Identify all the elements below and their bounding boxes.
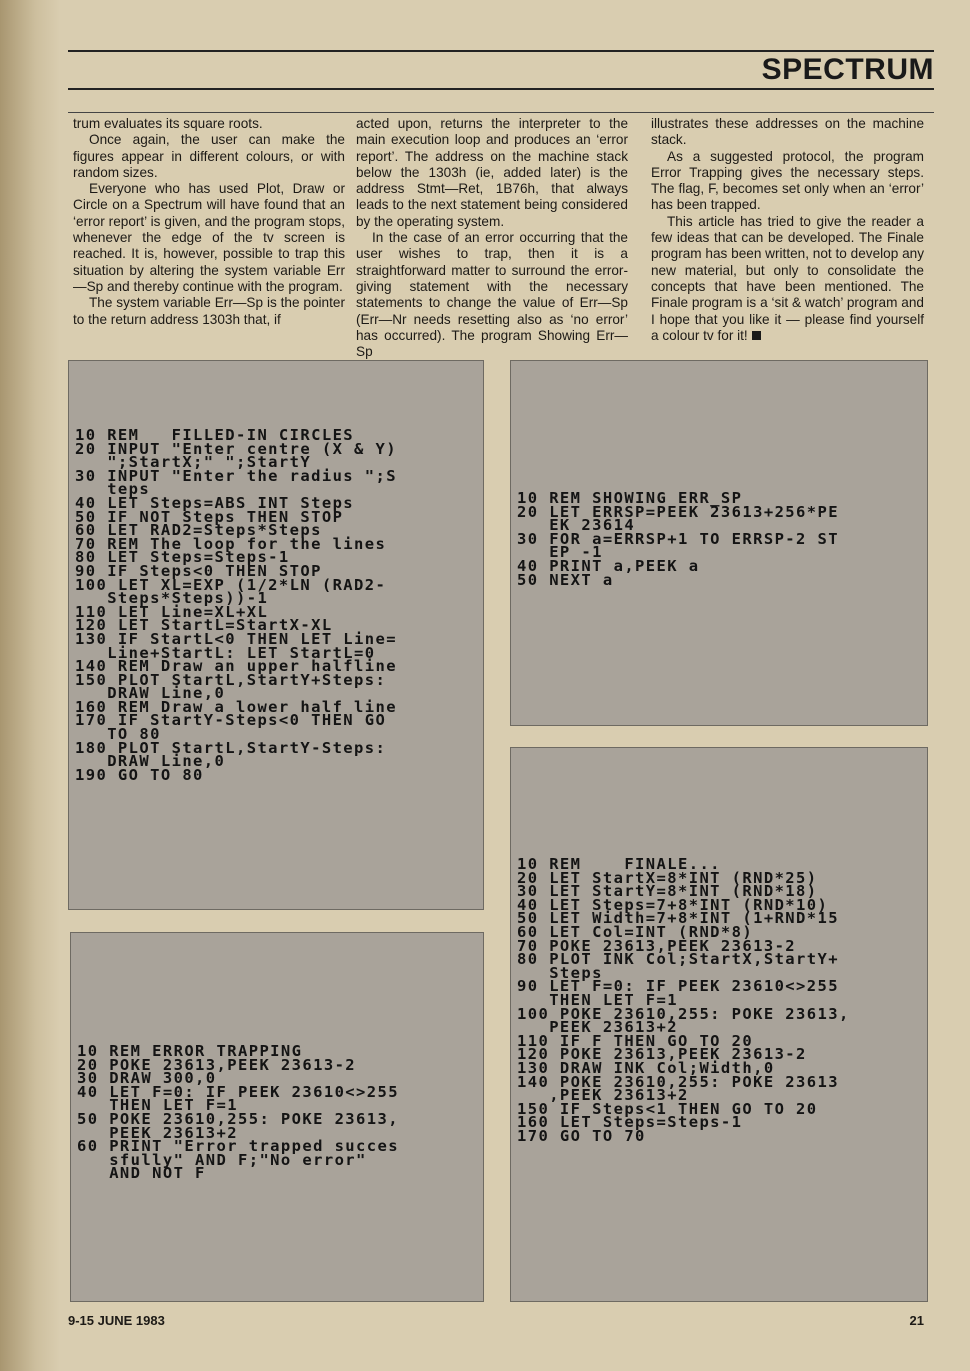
paragraph: As a suggested protocol, the program Error Trapping gives the necessary steps. The flag, F, becomes set only when an ‘error’ has been trapped. xyxy=(651,148,924,213)
header-rule-bottom xyxy=(68,88,934,90)
paragraph: In the case of an error occurring that the user wishes to trap, then it is a straightforward matter to surround the error-giving statement with the necessary statements to change the value of Err—Sp (Err—Nr needs resetting also as ‘no error’ has occurred). The program Showing Err—Sp xyxy=(356,230,628,360)
page-gutter-shadow xyxy=(0,0,60,1371)
listing-finale xyxy=(510,747,928,1302)
page-number: 21 xyxy=(909,1313,924,1328)
paragraph: trum evaluates its square roots. xyxy=(73,116,263,131)
listing-code: 10 REM ERROR TRAPPING 20 POKE 23613,PEEK 23613-2 30 DRAW 300,0 40 LET F=0: IF PEEK 23610<>255 THEN LET F=1 50 POKE 23610,255: POKE 23613, PEEK 23613+2 60 PRINT "Error trapped succes sfully" AND F;"No error" AND NOT F xyxy=(77,1042,399,1183)
paragraph: acted upon, returns the interpreter to the main execution loop and produces an ‘error report’. The address on the machine stack below the 1303h (ie, added later) is the address Stmt—Ret, 1B76h, that always leads to the next statement being considered by the operating system. xyxy=(356,116,628,229)
end-mark-icon xyxy=(752,331,761,340)
article-column-2 xyxy=(356,116,628,360)
paragraph-text: This article has tried to give the reader a few ideas that can be developed. The Finale program has been written, not to develop any new material, but only to consolidate the concepts that have been mentioned. The Finale program is a ‘sit & watch’ program and I hope that you like it — please find yourself a colour tv for it! xyxy=(651,213,924,343)
listing-code: 10 REM FINALE... 20 LET StartX=8*INT (RND*25) 30 LET StartY=8*INT (RND*18) 40 LET Steps=7+8*INT (RND*10) 50 LET Width=7+8*INT (1+RND*15 60 LET Col=INT (RND*8) 70 POKE 23613,PEEK 23613-2 80 PLOT INK Col;StartX,StartY+ Steps 90 LET F=0: IF PEEK 23610<>255 THEN LET F=1 100 POKE 23610,255: POKE 23613, PEEK 23613+2 110 IF F THEN GO TO 20 120 POKE 23613,PEEK 23613-2 130 DRAW INK Col;Width,0 140 POKE 23610,255: POKE 23613 ,PEEK 23613+2 150 IF Steps<1 THEN GO TO 20 160 LET Steps=Steps-1 170 GO TO 70 xyxy=(517,855,850,1145)
column-rule xyxy=(68,112,934,113)
paragraph: illustrates these addresses on the machine stack. xyxy=(651,116,924,148)
listing-error-trapping xyxy=(70,932,484,1302)
listing-code: 10 REM FILLED-IN CIRCLES 20 INPUT "Enter centre (X & Y) ";StartX;" ";StartY 30 INPUT "Enter the radius ";S teps 40 LET Steps=ABS INT Steps 50 IF NOT Steps THEN STOP 60 LET RAD2=Steps*Steps 70 REM The loop for the lines 80 LET Steps=Steps-1 90 IF Steps<0 THEN STOP 100 LET XL=EXP (1/2*LN (RAD2- Steps*Steps))-1 110 LET Line=XL+XL 120 LET StartL=StartX-XL 130 IF StartL<0 THEN LET Line= Line+StartL: LET StartL=0 140 REM Draw an upper halfline 150 PLOT StartL,StartY+Steps: DRAW Line,0 160 REM Draw a lower half line 170 IF StartY-Steps<0 THEN GO TO 80 180 PLOT StartL,StartY-Steps: DRAW Line,0 190 GO TO 80 xyxy=(75,426,397,784)
paragraph: Everyone who has used Plot, Draw or Circle on a Spectrum will have found that an ‘error report’ is given, and the program stops, whenever the edge of the tv screen is reached. It is, however, possible to trap this situation by altering the system variable Err—Sp and thereby continue with the program. xyxy=(73,181,345,294)
paragraph: Once again, the user can make the figures appear in different colours, or with random sizes. xyxy=(73,132,345,180)
footer-date: 9-15 JUNE 1983 xyxy=(68,1313,165,1328)
paragraph xyxy=(651,214,924,344)
listing-filled-circles xyxy=(68,360,484,910)
article-column-1 xyxy=(73,116,345,328)
paragraph: The system variable Err—Sp is the pointer to the return address 1303h that, if xyxy=(73,295,345,327)
article-column-3 xyxy=(651,116,924,344)
section-title: SPECTRUM xyxy=(761,53,934,86)
listing-code: 10 REM SHOWING ERR_SP 20 LET ERRSP=PEEK 23613+256*PE EK 23614 30 FOR a=ERRSP+1 TO ERRSP-2 ST EP -1 40 PRINT a,PEEK a 50 NEXT a xyxy=(517,489,839,589)
listing-showing-err-sp xyxy=(510,360,928,726)
